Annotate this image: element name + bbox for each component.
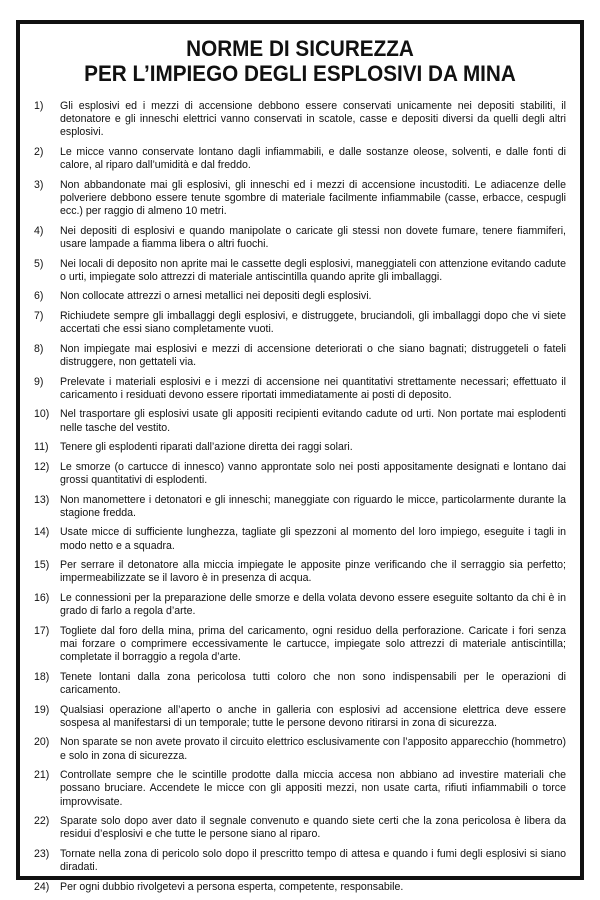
rule-number: 3): [34, 178, 44, 191]
rule-number: 14): [34, 526, 50, 539]
rule-item: [34, 848, 566, 874]
rule-item: [34, 526, 566, 552]
rule-item: [34, 376, 566, 402]
rule-text: Le connessioni per la preparazione delle smorze e della volata devono essere eseguite soltanto da chi è in grado di farlo a regola d’arte.: [60, 591, 566, 618]
rule-item: [34, 343, 566, 369]
rule-number: 15): [34, 559, 50, 572]
rule-item: [34, 441, 566, 454]
rule-text: Controllate sempre che le scintille prodotte dalla miccia accesa non abbiano ad investire materiali che possano bruciare. Accendete le micce con gli appositi mezzi, non usate carta, rifiuti infiammabili o torce improvvisate.: [60, 769, 566, 808]
rule-item: [34, 100, 566, 140]
rule-text: Nei depositi di esplosivi e quando manipolate o caricate gli stessi non dovete fumare, tenere fiammiferi, usare lampade a fiamma libera o altri fuochi.: [60, 224, 566, 250]
rule-number: 23): [34, 847, 50, 860]
rule-number: 4): [34, 224, 44, 237]
rule-text: Togliete dal foro della mina, prima del caricamento, ogni residuo della perforazione. Caricate i fori senza mai forzare o comprimere eccessivamente le cartucce, impiegate solo attrezzi di materiale antiscintilla; completate il borraggio a regola d’arte.: [60, 624, 566, 664]
rule-text: Le smorze (o cartucce di innesco) vanno approntate solo nei posti appositamente designati e lontano dai grossi quantitativi di esplodenti.: [60, 460, 566, 486]
rule-item: [34, 881, 566, 894]
rule-item: [34, 815, 566, 841]
rule-item: [34, 736, 566, 762]
rule-item: [34, 704, 566, 730]
rule-text: Nel trasportare gli esplosivi usate gli appositi recipienti evitando cadute od urti. Non portate mai esplodenti nelle tasche del vestito.: [60, 408, 566, 434]
rule-text: Tenete lontani dalla zona pericolosa tutti coloro che non sono indispensabili per le operazioni di caricamento.: [60, 670, 566, 696]
rule-text: Non collocate attrezzi o arnesi metallici nei depositi degli esplosivi.: [60, 290, 372, 303]
rule-item: [34, 146, 566, 172]
rule-number: 18): [34, 670, 50, 683]
rule-number: 7): [34, 309, 44, 322]
rule-item: [34, 592, 566, 618]
rule-text: Richiudete sempre gli imballaggi degli esplosivi, e distruggete, bruciandoli, gli imballaggi dopo che vi siete accertati che essi siano completamente vuoti.: [60, 309, 566, 336]
rule-text: Non impiegate mai esplosivi e mezzi di accensione deteriorati o che siano bagnati; distruggeteli o fateli distruggere, non gettateli via.: [60, 342, 566, 368]
rule-text: Non abbandonate mai gli esplosivi, gli inneschi ed i mezzi di accensione incustoditi. Le adiacenze delle polveriere debbono essere tenute sgombre di materiale facilmente infiammabile (casse, erbacce, cespugli ecc.) per raggio di almeno 10 metri.: [60, 178, 566, 218]
rule-item: [34, 290, 566, 303]
rule-number: 21): [34, 769, 50, 782]
rule-text: Sparate solo dopo aver dato il segnale convenuto e quando siete certi che la zona pericolosa è libera da residui d’esplosivi e che tutte le persone siano al riparo.: [60, 815, 566, 841]
rule-text: Tornate nella zona di pericolo solo dopo il prescritto tempo di attesa e quando i fumi degli esplosivi si siano diradati.: [60, 847, 566, 874]
rule-text: Per serrare il detonatore alla miccia impiegate le apposite pinze verificando che il serraggio sia perfetto; impermeabilizzate se il lavoro è in presenza di acqua.: [60, 559, 566, 585]
rule-number: 20): [34, 736, 50, 749]
rule-number: 2): [34, 146, 44, 158]
rule-text: Non manomettere i detonatori e gli inneschi; maneggiate con riguardo le micce, particolarmente durante la stagione fredda.: [60, 493, 566, 519]
safety-sign: [16, 20, 584, 893]
rules-list: [34, 100, 566, 894]
sign-title-line-2: PER L’IMPIEGO DEGLI ESPLOSIVI DA MINA: [84, 61, 516, 86]
sign-title: [55, 36, 544, 86]
rule-text: Non sparate se non avete provato il circuito elettrico esclusivamente con l’apposito apparecchio (hommetro) e solo in zona di sicurezza.: [60, 736, 566, 762]
rule-text: Usate micce di sufficiente lunghezza, tagliate gli spezzoni al momento del loro impiego, eseguite i tagli in modo netto e a squadra.: [60, 526, 566, 552]
rule-number: 6): [34, 290, 44, 303]
rule-text: Prelevate i materiali esplosivi e i mezzi di accensione nei quantitativi strettamente necessari; effettuato il caricamento i residuati devono essere riportati immediatamente ai posti di deposito.: [60, 375, 566, 401]
rule-item: [34, 179, 566, 219]
rule-text: Gli esplosivi ed i mezzi di accensione debbono essere conservati unicamente nei depositi stabiliti, il detonatore e gli inneschi elettrici vanno conservati in scatole, casse e depositi diversi da quelli degli altri esplosivi.: [60, 100, 566, 139]
rule-number: 13): [34, 493, 50, 506]
rule-item: [34, 408, 566, 434]
rule-number: 17): [34, 624, 50, 637]
rule-number: 1): [34, 100, 44, 112]
rule-text: Per ogni dubbio rivolgetevi a persona esperta, competente, responsabile.: [60, 880, 404, 893]
rule-number: 9): [34, 375, 44, 388]
rule-item: [34, 671, 566, 697]
rule-number: 5): [34, 257, 44, 270]
rule-number: 16): [34, 591, 50, 604]
rule-text: Tenere gli esplodenti riparati dall’azione diretta dei raggi solari.: [60, 441, 353, 454]
rule-text: Qualsiasi operazione all’aperto o anche in galleria con esplosivi ad accensione elettrica deve essere sospesa al manifestarsi di un temporale; tutte le persone devono ritirarsi in zona di sicurezza.: [60, 703, 566, 729]
rule-number: 22): [34, 815, 50, 828]
rule-number: 8): [34, 342, 44, 355]
rule-item: [34, 625, 566, 665]
rule-number: 10): [34, 408, 50, 421]
rule-number: 19): [34, 703, 50, 716]
rule-text: Nei locali di deposito non aprite mai le cassette degli esplosivi, maneggiateli con attenzione evitando cadute o urti, impiegate solo attrezzi di materiale antiscintilla quando aprite gli imballaggi.: [60, 257, 566, 283]
rule-number: 12): [34, 460, 50, 473]
rule-item: [34, 769, 566, 809]
rule-item: [34, 494, 566, 520]
rule-item: [34, 310, 566, 336]
sign-title-line-1: NORME DI SICUREZZA: [186, 36, 414, 61]
rule-item: [34, 225, 566, 251]
rule-item: [34, 258, 566, 284]
rule-item: [34, 461, 566, 487]
rule-item: [34, 559, 566, 585]
rule-number: 11): [34, 441, 49, 454]
rule-number: 24): [34, 880, 50, 893]
rule-text: Le micce vanno conservate lontano dagli infiammabili, e dalle sostanze oleose, solventi, e dalle fonti di calore, al riparo dall’umidità e dal freddo.: [60, 146, 566, 172]
